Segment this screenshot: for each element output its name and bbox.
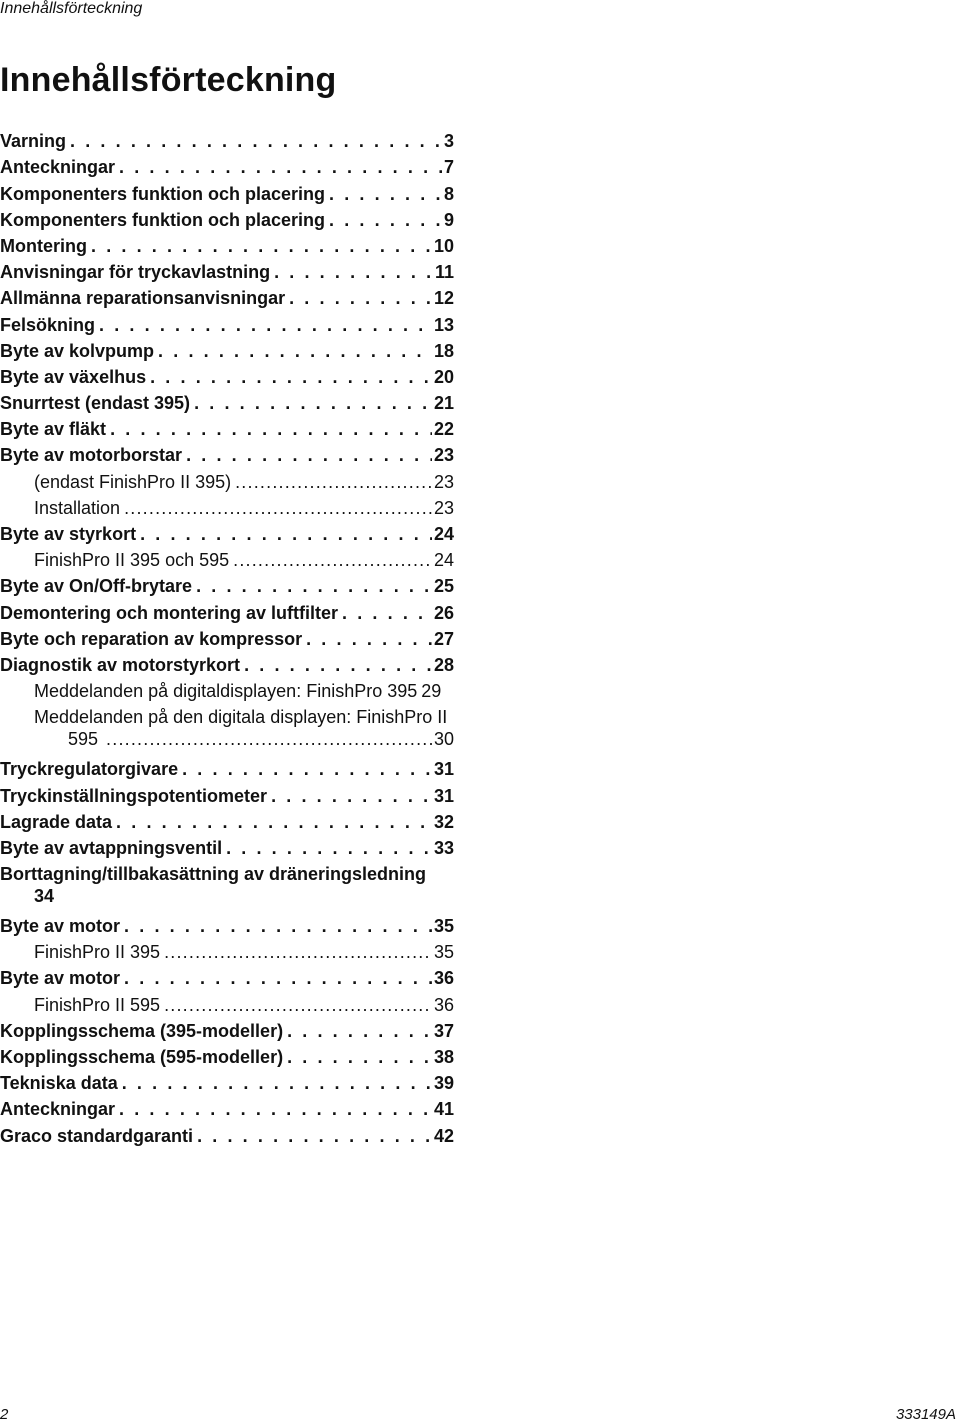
toc-page-number: 22 xyxy=(433,419,454,440)
toc-page-number: 35 xyxy=(433,916,454,937)
dot-leader xyxy=(106,728,432,750)
toc-entry-title-continued: 595 xyxy=(68,729,99,750)
toc-entry[interactable] xyxy=(0,1016,454,1042)
toc-page-number: 10 xyxy=(433,235,454,256)
toc-page-number: 23 xyxy=(433,497,454,518)
toc-entry-title: Kopplingsschema (395-modeller) xyxy=(0,1020,284,1041)
toc-entry[interactable] xyxy=(0,309,454,335)
toc-entry-title: Komponenters funktion och placering xyxy=(0,209,326,230)
dot-leader xyxy=(164,994,432,1016)
toc-page-number: 31 xyxy=(433,785,454,806)
table-of-contents xyxy=(0,126,454,1147)
toc-entry[interactable] xyxy=(0,205,454,231)
dot-leader xyxy=(124,497,432,519)
toc-page-number: 23 xyxy=(433,471,454,492)
toc-entry-title: Byte av kolvpump xyxy=(0,340,155,361)
toc-entry[interactable] xyxy=(0,676,454,702)
toc-entry-title: (endast FinishPro II 395) xyxy=(34,471,232,492)
toc-page-number: 25 xyxy=(433,576,454,597)
dot-leader xyxy=(164,941,432,963)
toc-entry-title: Meddelanden på digitaldisplayen: FinishPro 395 xyxy=(34,681,418,702)
dot-leader xyxy=(186,444,432,466)
toc-entry-title: Tryckregulatorgivare xyxy=(0,759,179,780)
toc-entry[interactable] xyxy=(0,963,454,989)
toc-page-number: 30 xyxy=(433,729,454,750)
toc-entry-title: Meddelanden på den digitala displayen: FinishPro II xyxy=(34,707,448,728)
dot-leader xyxy=(70,130,442,152)
dot-leader xyxy=(306,628,432,650)
toc-entry[interactable] xyxy=(0,545,454,571)
toc-entry[interactable] xyxy=(0,231,454,257)
toc-entry-title: Byte av avtappningsventil xyxy=(0,837,223,858)
toc-page-number: 24 xyxy=(433,550,454,571)
dot-leader xyxy=(329,183,442,205)
toc-entry[interactable] xyxy=(0,440,454,466)
dot-leader xyxy=(196,575,432,597)
toc-entry-title: Borttagning/tillbakasättning av dräneringsledning xyxy=(0,863,427,884)
toc-entry-title: Byte av On/Off-brytare xyxy=(0,576,193,597)
toc-entry-title: Anteckningar xyxy=(0,157,116,178)
toc-entry[interactable] xyxy=(0,466,454,492)
toc-entry-title: Montering xyxy=(0,235,87,256)
dot-leader xyxy=(119,1098,432,1120)
toc-entry-title: FinishPro II 395 och 595 xyxy=(34,550,230,571)
toc-entry-title: Tryckinställningspotentiometer xyxy=(0,785,268,806)
toc-entry[interactable] xyxy=(0,937,454,963)
dot-leader xyxy=(274,261,433,283)
toc-page-number: 38 xyxy=(433,1047,454,1067)
toc-entry[interactable] xyxy=(0,336,454,362)
page-title: Innehållsförteckning xyxy=(0,61,337,99)
toc-page-number: 23 xyxy=(433,445,454,466)
toc-entry-title: FinishPro II 595 xyxy=(34,994,161,1015)
dot-leader xyxy=(158,340,432,362)
toc-page-number: 3 xyxy=(443,131,454,152)
toc-page-number: 9 xyxy=(443,209,454,230)
toc-entry[interactable] xyxy=(0,702,454,754)
toc-entry-title: Tekniska data xyxy=(0,1073,118,1094)
toc-entry[interactable] xyxy=(0,414,454,440)
toc-entry-title: Komponenters funktion och placering xyxy=(0,183,326,204)
toc-entry-title: Diagnostik av motorstyrkort xyxy=(0,654,241,675)
dot-leader xyxy=(116,811,432,833)
toc-entry[interactable] xyxy=(0,1068,454,1094)
dot-leader xyxy=(99,314,432,336)
dot-leader xyxy=(182,758,432,780)
toc-page-number: 33 xyxy=(433,837,454,858)
toc-entry-title: Varning xyxy=(0,131,67,152)
toc-page-number: 32 xyxy=(433,811,454,832)
toc-page-number: 41 xyxy=(433,1099,454,1120)
toc-entry[interactable] xyxy=(0,989,454,1015)
toc-page-number: 27 xyxy=(433,628,454,649)
toc-page-number: 42 xyxy=(433,1125,454,1146)
dot-leader xyxy=(289,287,432,309)
dot-leader xyxy=(342,602,432,624)
dot-leader xyxy=(122,1072,432,1094)
toc-page-number: 21 xyxy=(433,393,454,414)
toc-entry[interactable] xyxy=(0,597,454,623)
page-number: 2 xyxy=(0,1406,9,1423)
toc-entry[interactable] xyxy=(0,833,454,859)
toc-entry-title: Demontering och montering av luftfilter xyxy=(0,602,339,623)
toc-page-number: 37 xyxy=(433,1020,454,1041)
toc-entry-title: Kopplingsschema (595-modeller) xyxy=(0,1047,284,1067)
toc-entry-title: Byte av motor xyxy=(0,916,121,937)
toc-entry[interactable] xyxy=(0,388,454,414)
dot-leader xyxy=(194,392,432,414)
toc-page-number: 39 xyxy=(433,1073,454,1094)
toc-entry-title: Byte av fläkt xyxy=(0,419,107,440)
toc-page-number: 12 xyxy=(433,288,454,309)
dot-leader xyxy=(271,785,432,807)
toc-page-number: 24 xyxy=(433,524,454,544)
toc-page-number: 20 xyxy=(433,366,454,387)
toc-page-number: 31 xyxy=(433,759,454,780)
running-header: Innehållsförteckning xyxy=(0,0,143,17)
toc-entry-title: Snurrtest (endast 395) xyxy=(0,393,191,414)
toc-entry[interactable] xyxy=(0,362,454,388)
toc-entry[interactable] xyxy=(0,650,454,676)
toc-entry[interactable] xyxy=(0,624,454,650)
dot-leader xyxy=(287,1046,432,1068)
toc-entry-title: Byte av växelhus xyxy=(0,366,147,387)
toc-entry[interactable] xyxy=(0,1120,454,1146)
toc-page-number: 18 xyxy=(433,340,454,361)
toc-entry-title: Byte av styrkort xyxy=(0,524,137,544)
toc-entry[interactable] xyxy=(0,283,454,309)
toc-entry[interactable] xyxy=(0,152,454,178)
toc-entry[interactable] xyxy=(0,1042,454,1068)
toc-entry-title: Byte och reparation av kompressor xyxy=(0,628,303,649)
dot-leader xyxy=(329,209,442,231)
toc-page-number: 13 xyxy=(433,314,454,335)
toc-entry[interactable] xyxy=(0,126,454,152)
toc-entry[interactable] xyxy=(0,1094,454,1120)
dot-leader xyxy=(124,915,432,937)
toc-entry-title: Byte av motorborstar xyxy=(0,445,183,466)
toc-page-number: 8 xyxy=(443,183,454,204)
toc-entry-title: FinishPro II 395 xyxy=(34,942,161,963)
toc-entry-title: Installation xyxy=(34,497,121,518)
dot-leader xyxy=(233,549,432,571)
toc-page-number: 26 xyxy=(433,602,454,623)
toc-page-number: 36 xyxy=(433,968,454,989)
toc-entry-title: Lagrade data xyxy=(0,811,113,832)
toc-entry[interactable] xyxy=(0,178,454,204)
toc-page-number: 11 xyxy=(434,262,454,283)
toc-entry[interactable] xyxy=(0,911,454,937)
toc-page-number: 35 xyxy=(433,942,454,963)
toc-entry[interactable] xyxy=(0,257,454,283)
toc-entry[interactable] xyxy=(0,519,454,545)
dot-leader xyxy=(150,366,432,388)
toc-entry[interactable] xyxy=(0,807,454,833)
dot-leader xyxy=(287,1020,432,1042)
dot-leader xyxy=(235,471,432,493)
toc-page-number: 29 xyxy=(421,681,442,702)
dot-leader xyxy=(226,837,432,859)
toc-page-number: 28 xyxy=(433,654,454,675)
dot-leader xyxy=(124,967,432,989)
dot-leader xyxy=(244,654,432,676)
toc-page-number: 7 xyxy=(443,157,454,178)
dot-leader xyxy=(91,235,432,257)
toc-entry-title: Anvisningar för tryckavlastning xyxy=(0,262,271,283)
toc-entry-title: Anteckningar xyxy=(0,1099,116,1120)
document-code: 333149A xyxy=(895,1406,956,1423)
toc-entry-title: Graco standardgaranti xyxy=(0,1125,194,1146)
toc-entry[interactable] xyxy=(0,493,454,519)
toc-entry[interactable] xyxy=(0,780,454,806)
toc-entry[interactable] xyxy=(0,859,454,911)
toc-page-number: 36 xyxy=(433,994,454,1015)
dot-leader xyxy=(197,1125,432,1147)
toc-entry-title: Byte av motor xyxy=(0,968,121,989)
toc-entry[interactable] xyxy=(0,571,454,597)
toc-entry-title: Allmänna reparationsanvisningar xyxy=(0,288,286,309)
toc-entry-title-continued: 34 xyxy=(34,885,55,906)
toc-entry[interactable] xyxy=(0,754,454,780)
dot-leader xyxy=(140,523,432,545)
dot-leader xyxy=(119,156,442,178)
dot-leader xyxy=(110,418,432,440)
toc-entry-title: Felsökning xyxy=(0,314,96,335)
